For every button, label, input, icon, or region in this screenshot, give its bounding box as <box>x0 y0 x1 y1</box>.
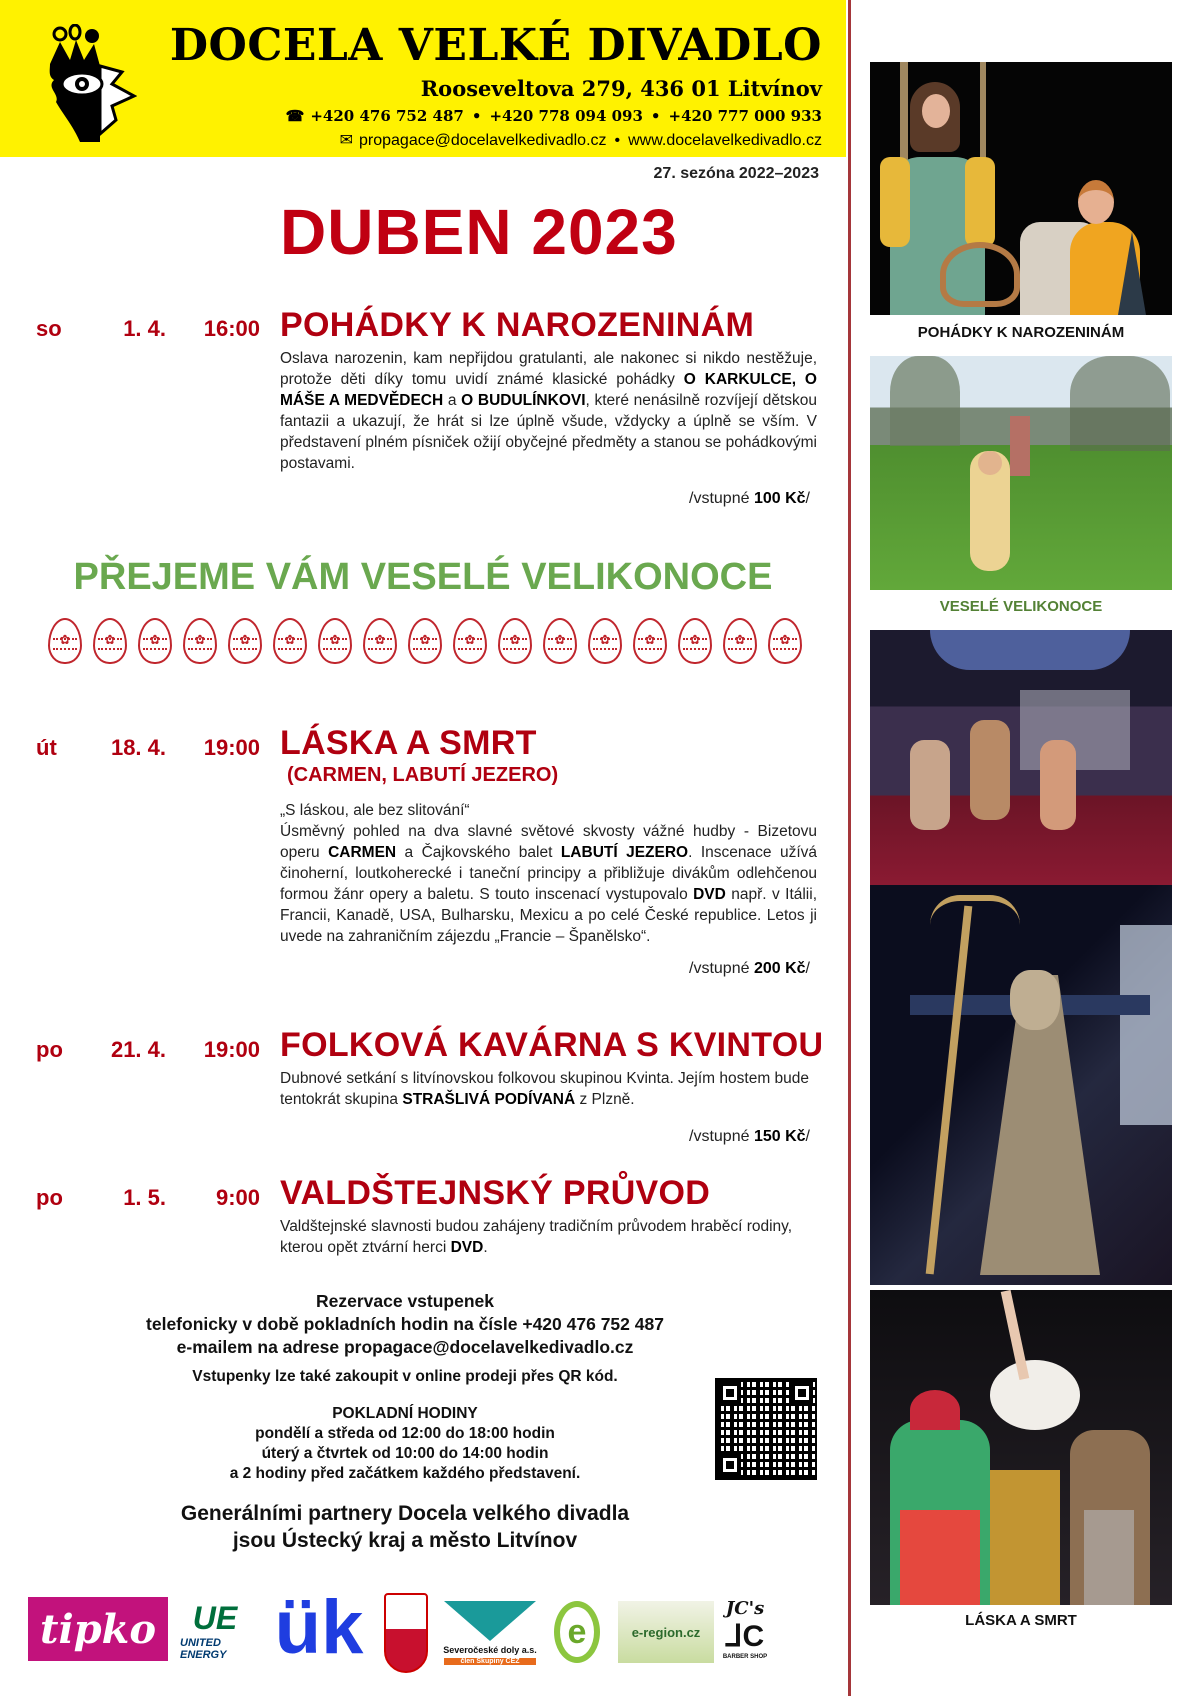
easter-egg-icon <box>363 618 397 664</box>
box-office-heading: POKLADNÍ HODINY <box>332 1405 478 1422</box>
easter-egg-icon <box>93 618 127 664</box>
phone-icon: ☎ <box>285 107 305 125</box>
photo-laska-a-smrt-ballet <box>870 1290 1172 1605</box>
event-title: POHÁDKY K NAROZENINÁM <box>280 306 755 344</box>
easter-egg-icon <box>453 618 487 664</box>
easter-egg-icon <box>138 618 172 664</box>
event-date: 1. 4. <box>123 316 166 341</box>
easter-egg-icon <box>183 618 217 664</box>
online-sale-note: Vstupenky lze také zakoupit v online prodeji přes QR kód. <box>192 1368 618 1385</box>
event-price: /vstupné 100 Kč/ <box>689 490 810 507</box>
photo-velikonoce <box>870 356 1172 590</box>
event-subtitle: (CARMEN, LABUTÍ JEZERO) <box>287 764 559 786</box>
easter-egg-icon <box>408 618 442 664</box>
easter-egg-icon <box>768 618 802 664</box>
easter-egg-icon <box>318 618 352 664</box>
event-description: Valdštejnské slavnosti budou zahájeny tradičním průvodem hraběcí rodiny, kterou opět ztvární herci DVD. <box>280 1218 793 1256</box>
event-time: 19:00 <box>203 1037 260 1062</box>
event-time: 9:00 <box>215 1185 260 1210</box>
event-date: 1. 5. <box>123 1185 166 1210</box>
event-day: so <box>36 316 62 341</box>
theatre-mask-logo-icon <box>42 24 137 142</box>
event-day: út <box>36 735 57 760</box>
event-title: LÁSKA A SMRT <box>280 724 537 762</box>
season-label: 27. sezóna 2022–2023 <box>653 165 819 182</box>
event-time: 19:00 <box>203 735 260 760</box>
theatre-address: Rooseveltova 279, 436 01 Litvínov <box>420 76 822 101</box>
sponsor-tipko-logo: tipko <box>28 1597 168 1661</box>
easter-egg-icon <box>48 618 82 664</box>
box-office-hours: POKLADNÍ HODINY pondělí a středa od 12:00 do 18:00 hodin úterý a čtvrtek od 10:00 do 14:00 hodin a 2 hodiny před začátkem každého představení. <box>110 1404 700 1484</box>
event-date: 18. 4. <box>110 735 166 760</box>
photo-caption: VESELÉ VELIKONOCE <box>939 598 1103 615</box>
sponsor-united-energy-logo: UE UNITED ENERGY <box>180 1600 238 1661</box>
photo-laska-a-smrt-puppets <box>870 630 1172 885</box>
event-title: VALDŠTEJNSKÝ PRŮVOD <box>280 1174 711 1212</box>
photo-pohadky <box>870 62 1172 315</box>
sponsor-e-region-logo: e-region.cz <box>618 1601 714 1663</box>
theatre-name: DOCELA VELKÉ DIVADLO <box>169 20 822 71</box>
theatre-header <box>0 0 846 157</box>
envelope-icon: ✉ <box>339 132 353 149</box>
event-date: 21. 4. <box>110 1037 166 1062</box>
event-day: po <box>36 1185 63 1210</box>
website-link[interactable]: www.docelavelkedivadlo.cz <box>628 132 822 149</box>
easter-eggs-row <box>48 618 802 664</box>
easter-egg-icon <box>273 618 307 664</box>
sponsor-barber-shop-logo: JC's ⅃C BARBER SHOP <box>722 1598 768 1660</box>
reservation-phone: telefonicky v době pokladních hodin na čísle +420 476 752 487 <box>146 1314 664 1334</box>
sponsor-e-logo: e <box>554 1601 600 1663</box>
easter-egg-icon <box>633 618 667 664</box>
sponsor-ustecky-kraj-logo: ük <box>274 1584 364 1670</box>
reservation-heading: Rezervace vstupenek <box>315 1291 495 1311</box>
event-day: po <box>36 1037 63 1062</box>
phone-link[interactable]: +420 778 094 093 <box>489 107 643 125</box>
event-price: /vstupné 200 Kč/ <box>689 960 810 977</box>
email-link[interactable]: propagace@docelavelkedivadlo.cz <box>359 132 607 149</box>
sponsor-severoceske-doly-logo: Severočeské doly a.s. člen Skupiny ČEZ <box>440 1593 540 1673</box>
general-partners: Generálními partnery Docela velkého divadla jsou Ústecký kraj a město Litvínov <box>180 1502 630 1552</box>
reservation-email: e-mailem na adrese propagace@docelavelkedivadlo.cz <box>176 1337 634 1357</box>
easter-greeting: PŘEJEME VÁM VESELÉ VELIKONOCE <box>73 556 773 598</box>
column-divider <box>848 0 851 1696</box>
phone-numbers: ☎ +420 476 752 487 • +420 778 094 093 • +420 777 000 933 <box>285 107 822 125</box>
event-description: Dubnové setkání s litvínovskou folkovou skupinou Kvinta. Jejím hostem bude tentokrát skupina STRAŠLIVÁ PODÍVANÁ z Plzně. <box>280 1070 810 1108</box>
photo-caption: POHÁDKY K NAROZENINÁM <box>917 324 1125 341</box>
event-price: /vstupné 150 Kč/ <box>689 1128 810 1145</box>
easter-egg-icon <box>498 618 532 664</box>
easter-egg-icon <box>723 618 757 664</box>
ticket-qr-code[interactable] <box>715 1378 817 1480</box>
event-description: Oslava narozenin, kam nepřijdou gratulanti, ale nakonec si nikdo nestěžuje, protože děti díky tomu uvidí známé klasické pohádky O KARKULCE, O MÁŠE A MEDVĚDECH a O BUDULÍNKOVI, které nenásilně rozvíjejí dětskou fantazii a ukazují, že hrát si lze úplně všude, vždycky a úplně se vším. V představení plném písniček ožijí obyčejné předměty a stanou se pohádkovými postavami. <box>280 350 817 472</box>
reservation-info <box>110 1290 700 1359</box>
contact-line: ✉ propagace@docelavelkedivadlo.cz • www.docelavelkedivadlo.cz <box>339 132 822 149</box>
phone-link[interactable]: +420 777 000 933 <box>668 107 822 125</box>
phone-link[interactable]: +420 476 752 487 <box>310 107 464 125</box>
easter-egg-icon <box>543 618 577 664</box>
easter-egg-icon <box>588 618 622 664</box>
month-title: DUBEN 2023 <box>280 196 678 268</box>
photo-caption: LÁSKA A SMRT <box>965 1612 1077 1629</box>
easter-egg-icon <box>678 618 712 664</box>
event-time: 16:00 <box>203 316 260 341</box>
photo-laska-a-smrt-death <box>870 885 1172 1285</box>
sponsor-logos <box>28 1584 838 1683</box>
event-description: „S láskou, ale bez slitování“ Úsměvný pohled na dva slavné světové skvosty vážné hudby - Bizetovu operu CARMEN a Čajkovského balet LABUTÍ JEZERO. Inscenace užívá činoherní, loutkoherecké i taneční principy a přibližuje divákům odlehčenou formou žánr opery a baletu. S touto inscenací vystupovalo DVD např. v Itálii, Francii, Kanadě, USA, Bulharsku, Mexicu a po celé České republice. Letos ji uvede na zahraničním zájezdu „Francie – Španělsko“. <box>280 802 818 945</box>
easter-egg-icon <box>228 618 262 664</box>
event-title: FOLKOVÁ KAVÁRNA S KVINTOU <box>280 1026 824 1064</box>
sponsor-litvinov-coat-of-arms-icon <box>384 1593 428 1673</box>
